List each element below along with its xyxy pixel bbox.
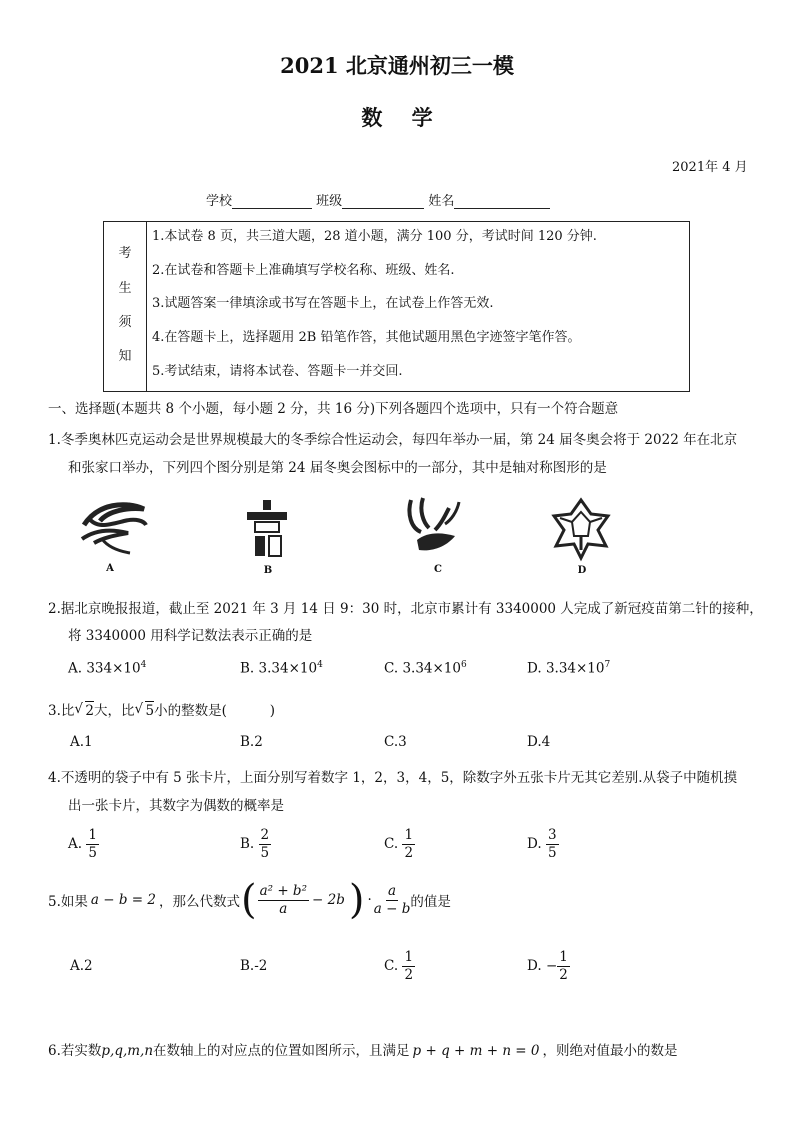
inukshuk-stone-icon [243, 498, 291, 560]
q5-text: 5.如果 a − b = 2 ，那么代数式 ( $\frac{\text{a² + b²}}{a}$ − 2b ) · $\frac{a}{a - b}$ 的值是 [48, 877, 451, 923]
q2-option-c: C. $3.34\times 10^6$ [384, 660, 467, 677]
q4-option-c: C. $\frac{1}{2}$ [384, 827, 414, 861]
notice-line: 1.本试卷 8 页，共三道大题，28 道小题，满分 100 分，考试时间 120 分钟. [152, 229, 597, 244]
school-blank [232, 194, 312, 209]
q2-text-line1: 2.据北京晚报报道，截止至 2021 年 3 月 14 日 9：30 时，北京市累计有 3340000 人完成了新冠疫苗第二针的接种， [48, 601, 763, 617]
q4-text-line1: 4.不透明的袋子中有 5 张卡片，上面分别写着数字 1，2，3，4，5，除数字外五张卡片无其它差别.从袋子中随机摸 [48, 770, 738, 786]
q3-text: 3.比√ 2大，比√ 5小的整数是( ) [48, 699, 275, 719]
class-blank [342, 194, 424, 209]
q1-label-d: D [577, 565, 587, 576]
q2-text-line2: 将 3340000 用科学记数法表示正确的是 [68, 628, 313, 644]
q5-option-b: B.-2 [240, 958, 268, 974]
q2-option-d: D. $3.34\times 10^7$ [527, 660, 611, 677]
exam-date: 2021年 4 月 [672, 160, 748, 175]
section-heading: 一、选择题(本题共 8 个小题，每小题 2 分，共 16 分)下列各题四个选项中，只有一个符合题意 [48, 401, 619, 417]
q3-option-c: C.3 [384, 734, 407, 750]
q1-text-line1: 1.冬季奥林匹克运动会是世界规模最大的冬季综合性运动会，每四年举办一届，第 24 届冬奥会将于 2022 年在北京 [48, 432, 738, 448]
notice-line: 4.在答题卡上，选择题用 2B 铅笔作答，其他试题用黑色字迹签字笔作答。 [152, 330, 581, 345]
flame-hand-icon [405, 494, 463, 558]
notice-line: 3.试题答案一律填涂或书写在答题卡上，在试卷上作答无效. [152, 296, 494, 311]
q4-option-a: A. $\frac{1}{5}$ [68, 827, 97, 861]
notice-char: 须 [118, 315, 132, 330]
notice-line: 2.在试卷和答题卡上准确填写学校名称、班级、姓名. [152, 263, 455, 278]
q1-label-c: C [434, 564, 442, 575]
q4-option-d: D. $\frac{3}{5}$ [527, 827, 557, 861]
skating-swirl-icon [78, 495, 150, 557]
school-label: 学校 [206, 194, 233, 209]
q6-text: 6.若实数p,q,m,n在数轴上的对应点的位置如图所示，且满足 p + q + m + n = 0 ，则绝对值最小的数是 [48, 1043, 678, 1059]
q3-option-b: B.2 [240, 734, 263, 750]
q2-option-b: B. $3.34\times 10^4$ [240, 660, 323, 677]
q1-label-a: A [106, 563, 114, 574]
name-blank [454, 194, 550, 209]
q5-option-d: D. − $\frac{1}{2}$ [527, 949, 568, 983]
q3-option-d: D.4 [527, 734, 551, 750]
snowflake-icon [548, 496, 614, 562]
notice-line: 5.考试结束，请将本试卷、答题卡一并交回. [152, 364, 403, 379]
exam-title: 2021 北京通州初三一模 [280, 53, 514, 78]
q3-option-a: A.1 [70, 734, 93, 750]
class-label: 班级 [316, 194, 343, 209]
info-fields [206, 190, 550, 209]
exam-notice-box [103, 221, 690, 392]
q5-option-c: C. $\frac{1}{2}$ [384, 949, 414, 983]
notice-char: 生 [118, 281, 132, 296]
notice-char: 知 [118, 349, 132, 364]
q4-option-b: B. $\frac{2}{5}$ [240, 827, 270, 861]
notice-char: 考 [118, 246, 132, 261]
subject-title: 数 学 [361, 105, 433, 130]
q2-option-a: A. $334\times 10^4$ [68, 660, 147, 677]
notice-side-label [104, 222, 147, 391]
q4-text-line2: 出一张卡片，其数字为偶数的概率是 [68, 798, 284, 814]
q1-text-line2: 和张家口举办，下列四个图分别是第 24 届冬奥会图标中的一部分，其中是轴对称图形的是 [68, 460, 607, 476]
name-label: 姓名 [428, 194, 455, 209]
q1-label-b: B [263, 565, 273, 576]
q5-option-a: A.2 [70, 958, 93, 974]
